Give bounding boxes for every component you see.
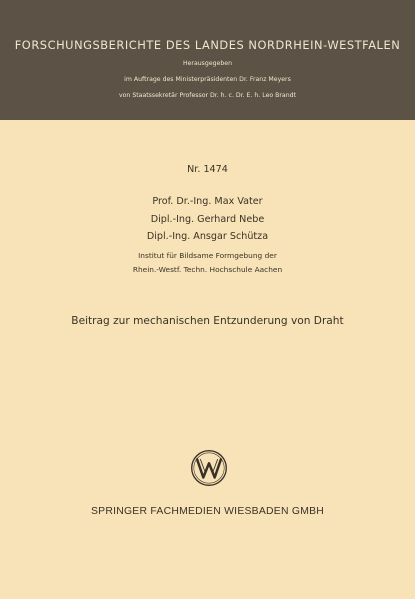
institute-line: Institut für Bildsame Formgebung der	[138, 251, 277, 260]
header-band	[0, 0, 415, 120]
author: Dipl.-Ing. Gerhard Nebe	[150, 213, 265, 225]
series-title: FORSCHUNGSBERICHTE DES LANDES NORDRHEIN-WESTFALEN	[14, 38, 401, 52]
publisher: SPRINGER FACHMEDIEN WIESBADEN GMBH	[90, 506, 325, 517]
author: Dipl.-Ing. Ansgar Schütza	[146, 231, 269, 242]
institute	[0, 249, 415, 276]
institute-line: Rhein.-Westf. Techn. Hochschule Aachen	[132, 264, 283, 274]
document-title: Beitrag zur mechanischen Entzunderung von Draht	[71, 315, 344, 327]
editor-line-secretary: von Staatssekretär Professor Dr. h. c. Dr. E. h. Leo Brandt	[118, 92, 296, 99]
springer-vieweg-w-logo-icon	[190, 449, 228, 487]
author: Prof. Dr.-Ing. Max Vater	[152, 196, 263, 207]
editor-line-minister: im Auftrage des Ministerpräsidenten Dr. Franz Meyers	[124, 76, 291, 83]
author-list	[0, 193, 415, 246]
report-number: Nr. 1474	[187, 164, 228, 175]
editor-line-published-by: Herausgegeben	[182, 60, 233, 67]
